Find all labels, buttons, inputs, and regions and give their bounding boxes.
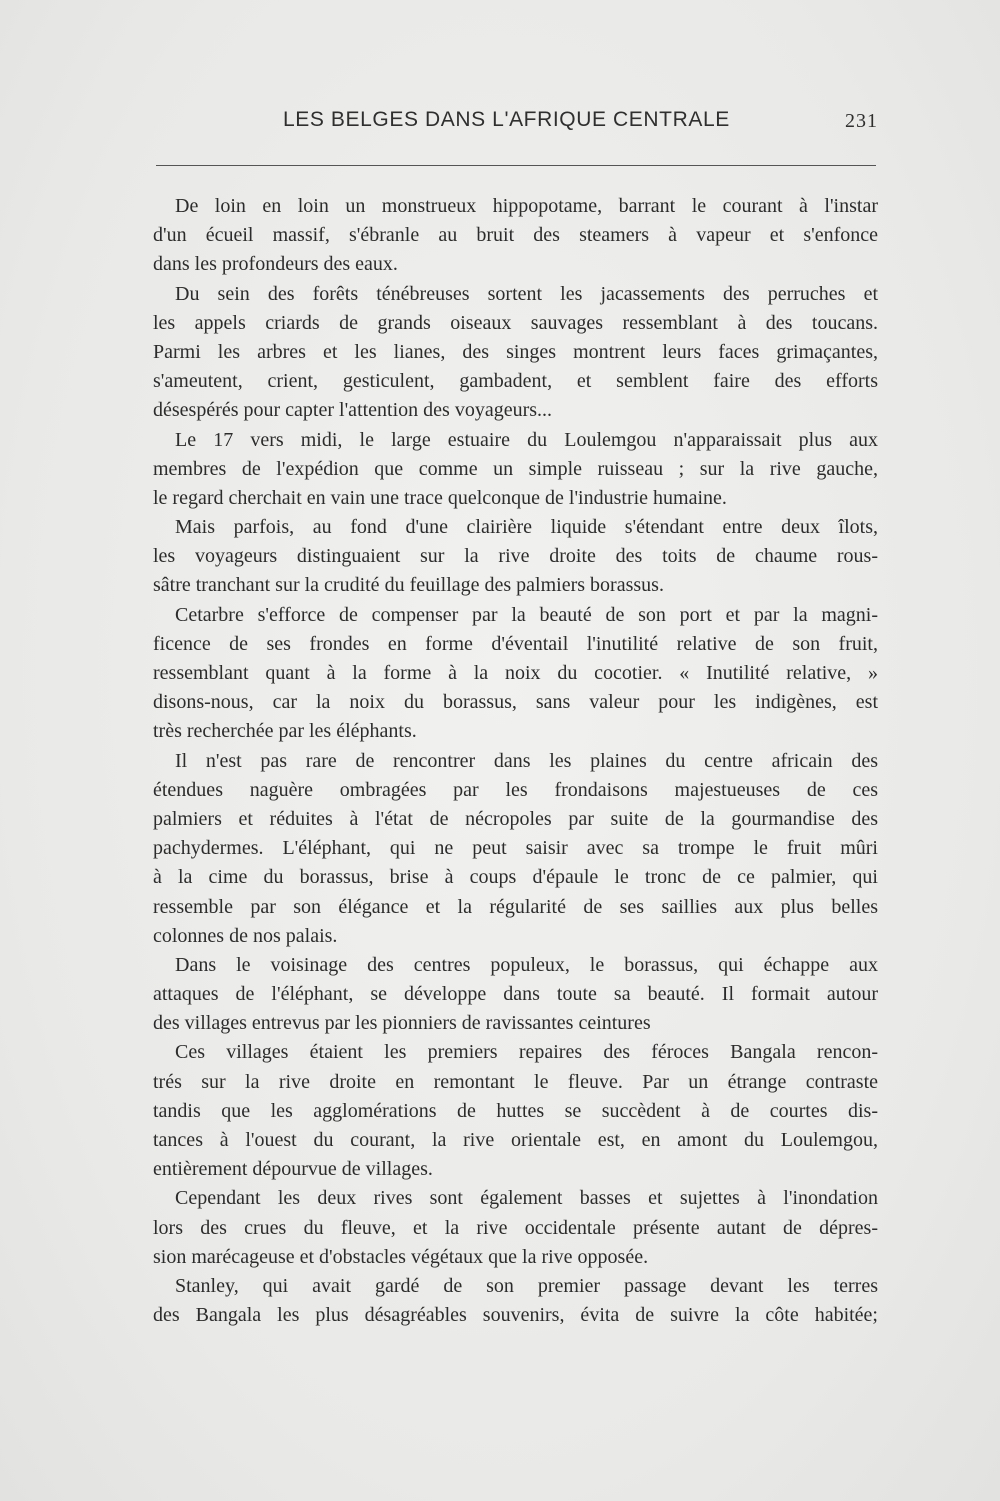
paragraph-clairiere: [153, 513, 878, 601]
paragraph-rives: [153, 1184, 878, 1272]
text-line: Le 17 vers midi, le large estuaire du Loulemgou n'apparaissait plus aux: [175, 428, 878, 451]
text-line: entièrement dépourvue de villages.: [153, 1158, 433, 1181]
text-line: pachydermes. L'éléphant, qui ne peut saisir avec sa trompe le fruit mûri: [153, 837, 878, 860]
text-line: tances à l'ouest du courant, la rive orientale est, en amont du Loulemgou,: [153, 1129, 878, 1151]
paragraph-arbre: [153, 601, 878, 747]
text-line: les voyageurs distinguaient sur la rive droite des toits de chaume rous-: [153, 545, 878, 568]
text-line: colonnes de nos palais.: [153, 924, 338, 947]
text-line: trés sur la rive droite en remontant le fleuve. Par un étrange contraste: [153, 1070, 878, 1093]
text-line: le regard cherchait en vain une trace quelconque de l'industrie humaine.: [153, 486, 727, 509]
text-line: Stanley, qui avait gardé de son premier passage devant les terres: [175, 1274, 878, 1297]
text-line: Cetarbre s'efforce de compenser par la beauté de son port et par la magni-: [175, 603, 878, 626]
text-line: Cependant les deux rives sont également basses et sujettes à l'inondation: [175, 1187, 878, 1210]
paragraph-voisinage: [153, 951, 878, 1039]
text-line: De loin en loin un monstrueux hippopotame, barrant le courant à l'instar: [175, 195, 878, 217]
text-line: sion marécageuse et d'obstacles végétaux que la rive opposée.: [153, 1245, 649, 1268]
text-line: les appels criards de grands oiseaux sauvages ressemblant à des toucans.: [153, 311, 878, 334]
body-text: [153, 192, 878, 1330]
text-line: disons-nous, car la noix du borassus, sans valeur pour les indigènes, est: [153, 691, 878, 714]
text-line: sâtre tranchant sur la crudité du feuillage des palmiers borassus.: [153, 574, 664, 597]
paragraph-forets: [153, 280, 878, 426]
text-line: des villages entrevus par les pionniers de ravissantes ceintures: [153, 1012, 651, 1035]
text-line: ficence de ses frondes en forme d'éventail l'inutilité relative de son fruit,: [153, 632, 878, 655]
text-line: Du sein des forêts ténébreuses sortent les jacassements des perruches et: [175, 282, 878, 305]
paragraph-loulemgou: [153, 426, 878, 514]
text-line: à la cime du borassus, brise à coups d'épaule le tronc de ce palmier, qui: [153, 866, 878, 889]
text-line: d'un écueil massif, s'ébranle au bruit des steamers à vapeur et s'enfonce: [153, 224, 878, 247]
text-line: étendues naguère ombragées par les frondaisons majestueuses de ces: [153, 778, 878, 801]
text-line: attaques de l'éléphant, se développe dans toute sa beauté. Il formait autour: [153, 983, 878, 1006]
text-line: Dans le voisinage des centres populeux, le borassus, qui échappe aux: [175, 953, 878, 976]
text-line: Parmi les arbres et les lianes, des singes montrent leurs faces grimaçantes,: [153, 340, 878, 363]
paragraph-villages: [153, 1038, 878, 1184]
text-line: s'ameutent, crient, gesticulent, gambadent, et semblent faire des efforts: [153, 370, 878, 393]
text-line: dans les profondeurs des eaux.: [153, 253, 398, 276]
paragraph-hippopotame: [153, 192, 878, 280]
text-line: Mais parfois, au fond d'une clairière liquide s'étendant entre deux îlots,: [175, 516, 878, 539]
text-line: ressemblant quant à la forme à la noix du cocotier. « Inutilité relative, »: [153, 662, 878, 684]
page-number: 231: [845, 110, 878, 132]
paragraph-stanley: [153, 1272, 878, 1330]
running-title: LES BELGES DANS L'AFRIQUE CENTRALE: [283, 108, 730, 131]
text-line: Ces villages étaient les premiers repaires des féroces Bangala rencon-: [175, 1041, 878, 1064]
text-line: Il n'est pas rare de rencontrer dans les plaines du centre africain des: [175, 749, 878, 772]
header-rule: [156, 165, 876, 166]
text-line: désespérés pour capter l'attention des voyageurs...: [153, 399, 553, 422]
text-line: membres de l'expédion que comme un simple ruisseau ; sur la rive gauche,: [153, 457, 878, 480]
text-line: ressemble par son élégance et la régularité de ses saillies aux plus belles: [153, 895, 878, 918]
text-line: très recherchée par les éléphants.: [153, 720, 417, 743]
paragraph-plaines: [153, 747, 878, 951]
text-line: tandis que les agglomérations de huttes se succèdent à de courtes dis-: [153, 1099, 878, 1122]
text-line: palmiers et réduites à l'état de nécropoles par suite de la gourmandise des: [153, 807, 878, 830]
text-line: des Bangala les plus désagréables souvenirs, évita de suivre la côte habitée;: [153, 1304, 878, 1327]
text-line: lors des crues du fleuve, et la rive occidentale présente autant de dépres-: [153, 1216, 878, 1239]
running-head: [0, 108, 1000, 138]
